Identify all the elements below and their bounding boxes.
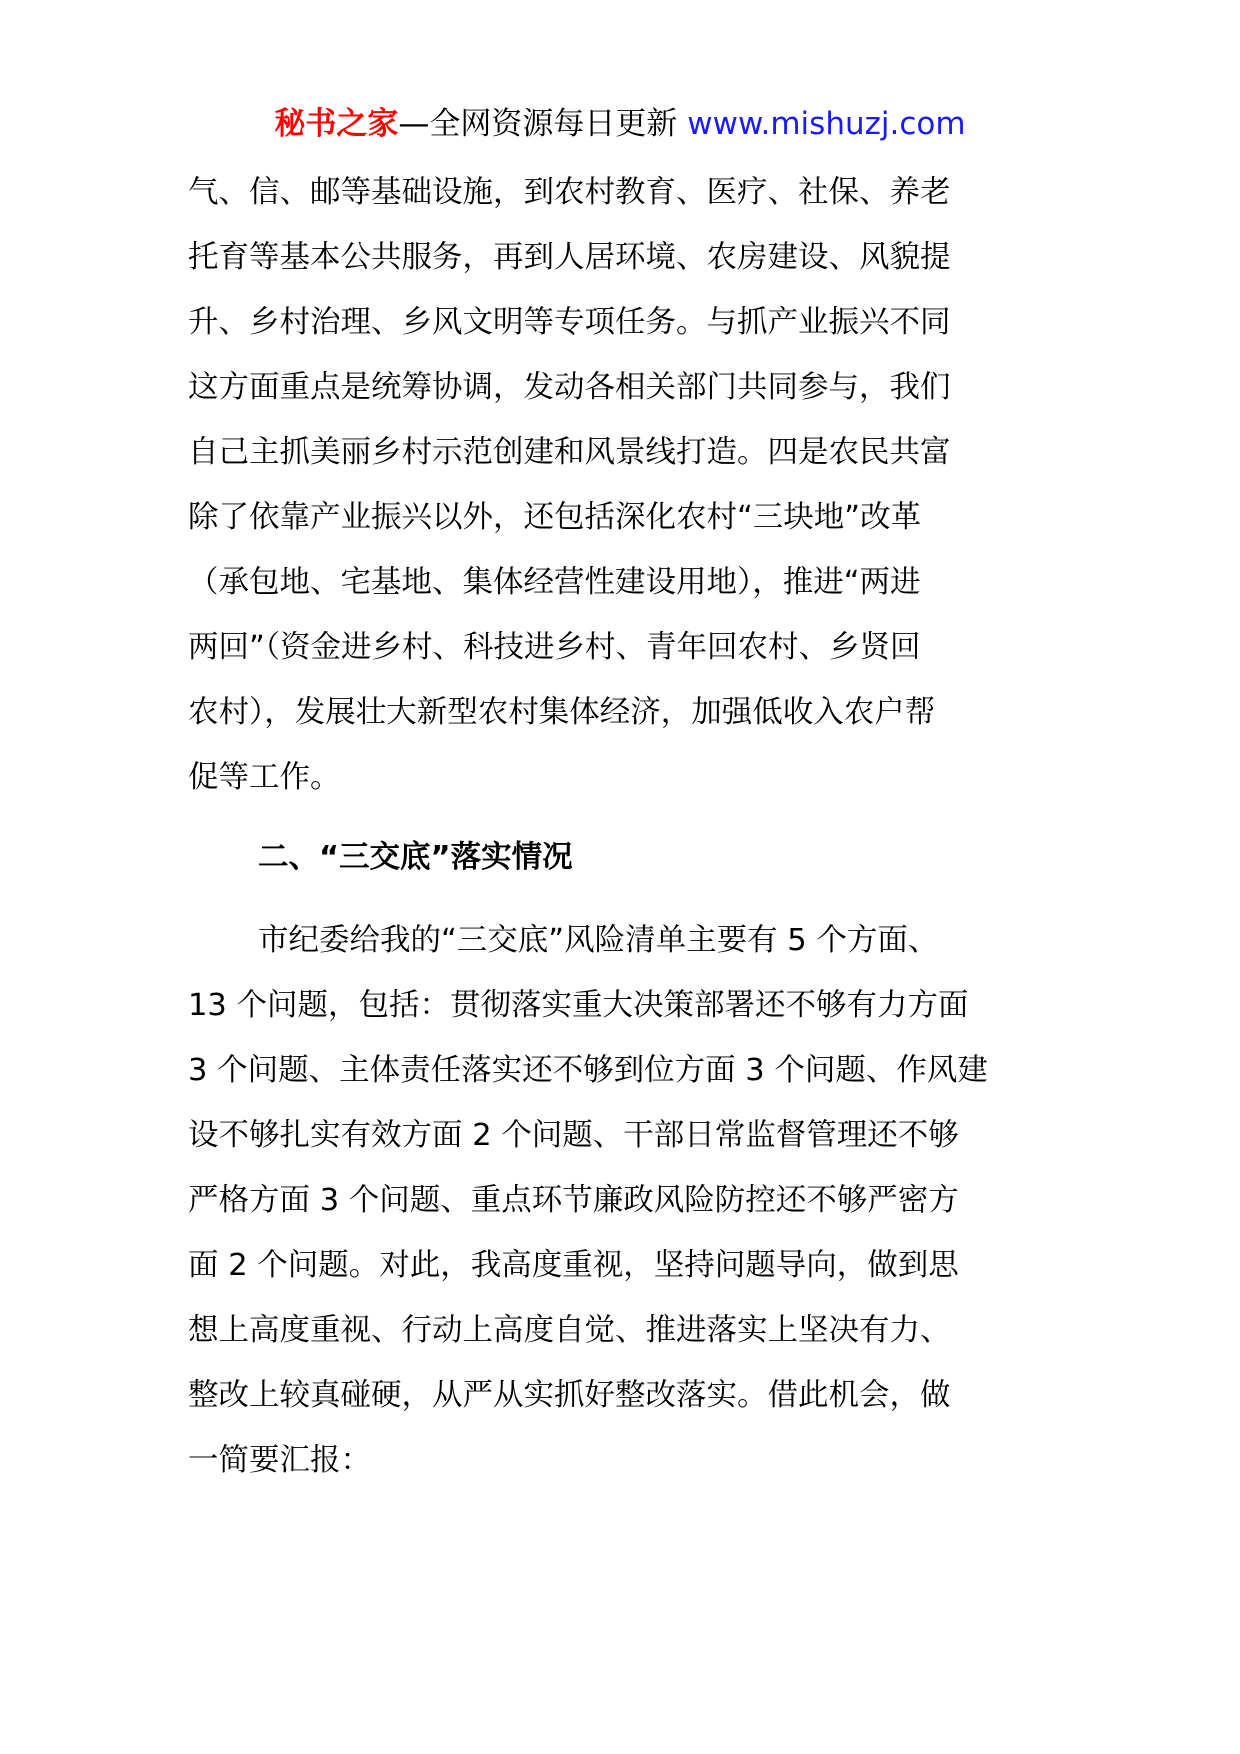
paragraph-line: 设不够扎实有效方面 2 个问题、干部日常监督管理还不够 bbox=[188, 1118, 959, 1153]
paragraph-2 bbox=[188, 908, 1058, 1493]
paragraph-line: 气、信、邮等基础设施，到农村教育、医疗、社保、养老 bbox=[188, 175, 951, 210]
paragraph-line: 面 2 个问题。对此，我高度重视，坚持问题导向，做到思 bbox=[188, 1248, 959, 1283]
header-tagline: —全网资源每日更新 bbox=[398, 106, 678, 142]
header-brand: 秘书之家 bbox=[274, 106, 399, 142]
paragraph-line: 托育等基本公共服务，再到人居环境、农房建设、风貌提 bbox=[188, 240, 951, 275]
page-header bbox=[0, 102, 1240, 146]
paragraph-line: 促等工作。 bbox=[188, 760, 341, 795]
paragraph-line: 农村），发展壮大新型农村集体经济，加强低收入农户帮 bbox=[188, 695, 936, 730]
paragraph-line: 想上高度重视、行动上高度自觉、推进落实上坚决有力、 bbox=[188, 1313, 951, 1348]
paragraph-line: 严格方面 3 个问题、重点环节廉政风险防控还不够严密方 bbox=[188, 1183, 959, 1218]
section-heading-block bbox=[188, 825, 1058, 890]
paragraph-line: 两回”（资金进乡村、科技进乡村、青年回农村、乡贤回 bbox=[188, 630, 921, 665]
paragraph-line: 3 个问题、主体责任落实还不够到位方面 3 个问题、作风建 bbox=[188, 1053, 988, 1088]
header-url-link[interactable]: www.mishuzj.com bbox=[687, 106, 966, 142]
paragraph-line: （承包地、宅基地、集体经营性建设用地），推进“两进 bbox=[188, 565, 921, 600]
paragraph-line: 市纪委给我的“三交底”风险清单主要有 5 个方面、 bbox=[258, 923, 939, 958]
paragraph-line: 升、乡村治理、乡风文明等专项任务。与抓产业振兴不同 bbox=[188, 305, 951, 340]
paragraph-line: 除了依靠产业振兴以外，还包括深化农村“三块地”改革 bbox=[188, 500, 922, 535]
paragraph-line: 13 个问题，包括：贯彻落实重大决策部署还不够有力方面 bbox=[188, 988, 969, 1023]
section-heading: 二、“三交底”落实情况 bbox=[258, 840, 573, 875]
paragraph-1 bbox=[188, 160, 1058, 810]
paragraph-line: 整改上较真碰硬，从严从实抓好整改落实。借此机会，做 bbox=[188, 1378, 951, 1413]
paragraph-line: 这方面重点是统筹协调，发动各相关部门共同参与，我们 bbox=[188, 370, 951, 405]
paragraph-line: 自己主抓美丽乡村示范创建和风景线打造。四是农民共富 bbox=[188, 435, 951, 470]
paragraph-line: 一简要汇报： bbox=[188, 1443, 371, 1478]
